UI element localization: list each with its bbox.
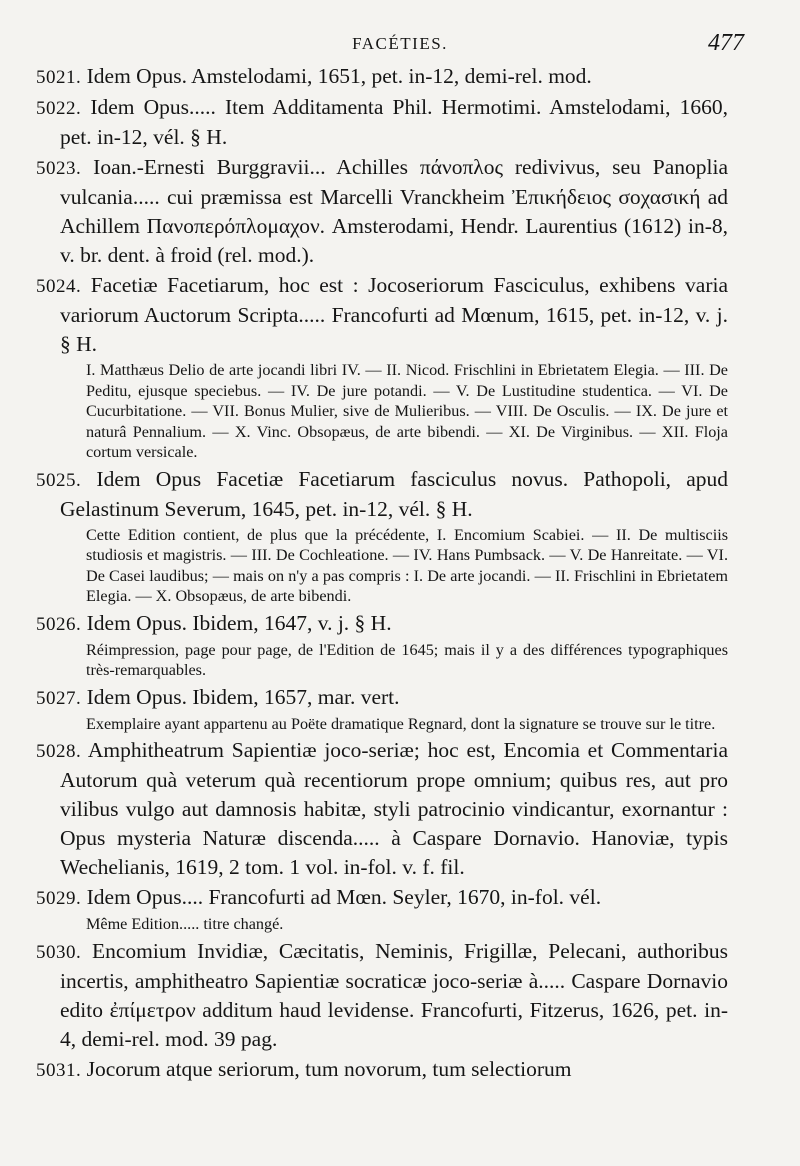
entry-number: 5029. [36, 888, 82, 909]
catalog-entry [34, 937, 728, 1054]
entry-note: Cette Edition contient, de plus que la précédente, I. Encomium Scabiei. — II. De multisciis studiosis et magistris. — III. De Cochleatione. — IV. Hans Pumbsack. — V. De Hanreitate. — VI. De Casei laudibus; — mais on n'y a pas compris : I. De arte jocandi. — II. Frischlini in Ebrietatem Elegia. — X. Obsopæus, de arte bibendi. [86, 525, 728, 605]
catalog-entry [34, 62, 728, 92]
catalog-entry [34, 683, 728, 713]
catalog-entry [34, 465, 728, 524]
entry-number: 5031. [36, 1059, 82, 1081]
catalog-entry [34, 271, 728, 359]
entry-text: Amphitheatrum Sapientiæ joco-seriæ; hoc est, Encomia et Commentaria Autorum quà veterum quà recentiorum prope omnium; quibus res, aut pro vilibus vulgo aut damnosis habitæ, styli patrocinio vindicantur, exornantur : Opus mysteria Naturæ discenda..... à Caspare Dornavio. Hanoviæ, typis Wechelianis, 1619, 2 tom. 1 vol. in-fol. v. f. fil. [60, 738, 728, 879]
entry-text: Encomium Invidiæ, Cæcitatis, Neminis, Frigillæ, Pelecani, authoribus incertis, amphitheatro Sapientiæ socraticæ joco-seriæ à..... Caspare Dornavio edito ἐπίμετρον additum haud levidense. Francofurti, Fitzerus, 1626, pet. in-4, demi-rel. mod. 39 pag. [60, 938, 728, 1051]
entry-text: Idem Opus. Ibidem, 1657, mar. vert. [86, 684, 400, 709]
entry-number: 5027. [36, 687, 82, 709]
entry-text: Idem Opus. Amstelodami, 1651, pet. in-12, demi-rel. mod. [86, 64, 592, 88]
entry-note: I. Matthæus Delio de arte jocandi libri IV. — II. Nicod. Frischlini in Ebrietatem Elegia. — III. De Peditu, ejusque speciebus. — IV. De jure potandi. — V. De Lustitudine studentica. — VI. De Cucurbitatione. — VII. Bonus Mulier, sive de Mulieribus. — VIII. De Osculis. — IX. De jure et naturâ Pennalium. — X. Vinc. Obsopæus, de arte bibendi. — XI. De Virginibus. — XII. Floja cortum versicale. [86, 361, 728, 461]
catalog-body [34, 62, 728, 1086]
entry-number: 5021. [36, 67, 82, 88]
catalog-entry [34, 1055, 728, 1085]
entry-number: 5025. [36, 469, 82, 491]
entry-text: Idem Opus Facetiæ Facetiarum fasciculus novus. Pathopoli, apud Gelastinum Severum, 1645, pet. in-12, vél. § H. [60, 466, 729, 521]
entry-number: 5028. [36, 741, 82, 762]
entry-number: 5023. [36, 158, 82, 179]
catalog-entry [34, 153, 728, 270]
catalog-entry [34, 609, 728, 639]
catalog-entry [34, 93, 728, 152]
entry-text: Idem Opus. Ibidem, 1647, v. j. § H. [86, 610, 392, 635]
entry-text: Idem Opus.... Francofurti ad Mœn. Seyler, 1670, in-fol. vél. [86, 885, 602, 909]
entry-number: 5022. [36, 98, 82, 119]
entry-text: Facetiæ Facetiarum, hoc est : Jocoseriorum Fasciculus, exhibens varia variorum Auctorum Scripta..... Francofurti ad Mœnum, 1615, pet. in-12, v. j. § H. [60, 273, 729, 356]
entry-note: Même Edition..... titre changé. [86, 915, 284, 933]
entry-number: 5030. [36, 941, 82, 963]
entry-number: 5024. [36, 276, 82, 297]
page-header [0, 30, 800, 60]
running-title: FACÉTIES. [352, 34, 448, 53]
entry-number: 5026. [36, 613, 82, 635]
entry-note: Réimpression, page pour page, de l'Edition de 1645; mais il y a des différences typographiques très-remarquables. [86, 640, 728, 679]
entry-text: Jocorum atque seriorum, tum novorum, tum selectiorum [86, 1056, 572, 1081]
catalog-entry [34, 736, 728, 882]
page-number: 477 [708, 30, 744, 56]
catalog-entry [34, 883, 728, 913]
entry-text: Idem Opus..... Item Additamenta Phil. Hermotimi. Amstelodami, 1660, pet. in-12, vél. § H. [60, 95, 728, 149]
entry-note: Exemplaire ayant appartenu au Poëte dramatique Regnard, dont la signature se trouve sur le titre. [86, 714, 716, 733]
entry-text: Ioan.-Ernesti Burggravii... Achilles πάνοπλος redivivus, seu Panoplia vulcania..... cui præmissa est Marcelli Vranckheim Ἐπικήδειος σοχασική ad Achillem Πανοπερόπλομαχον. Amsterodami, Hendr. Laurentius (1612) in-8, v. br. dent. à froid (rel. mod.). [60, 155, 728, 267]
